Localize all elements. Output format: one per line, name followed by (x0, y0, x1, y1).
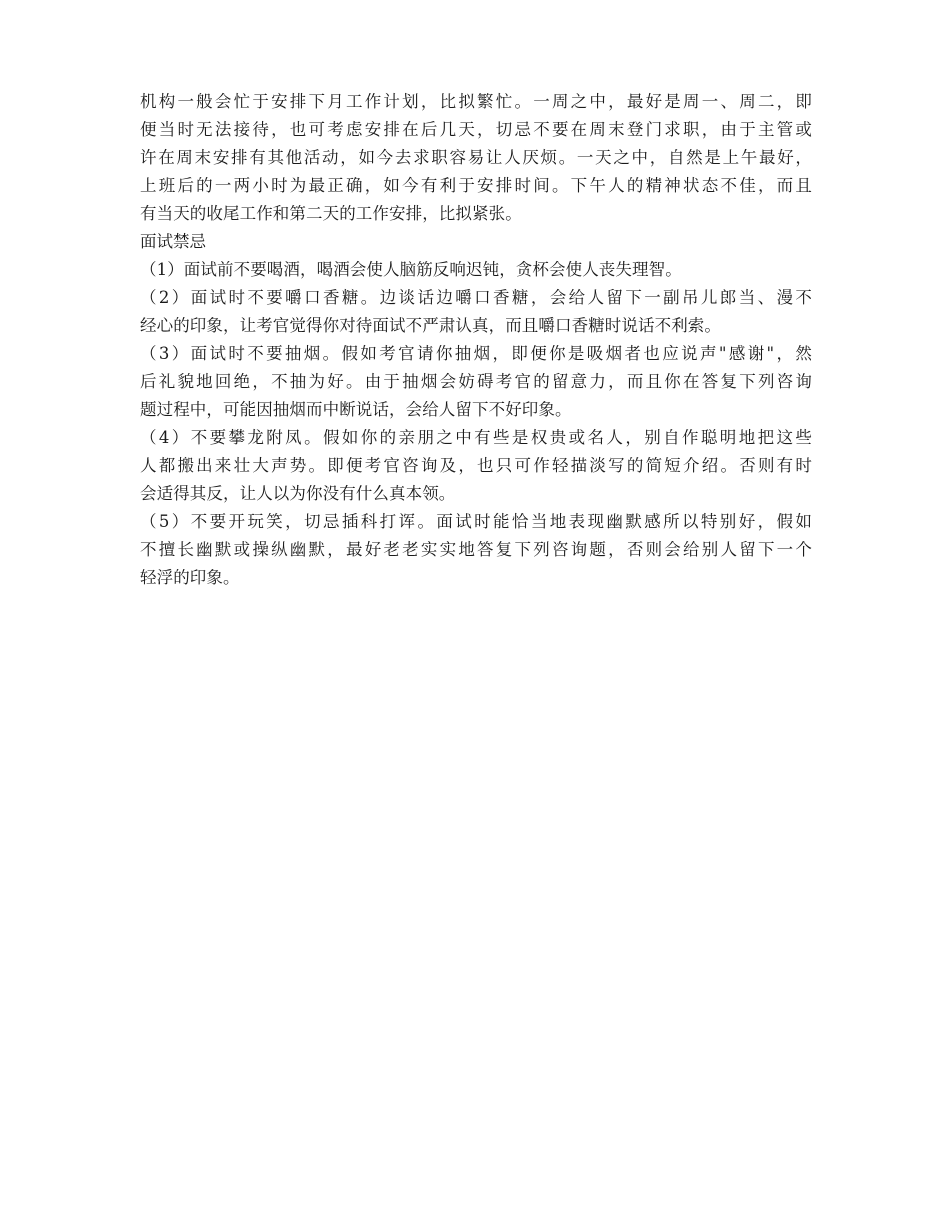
list-item-line: （3）面试时不要抽烟。假如考官请你抽烟，即便你是吸烟者也应说声"感谢"，然 (140, 344, 812, 363)
list-item-line: 题过程中，可能因抽烟而中断说话，会给人留下不好印象。 (140, 400, 572, 419)
paragraph-line: 上班后的一两小时为最正确，如今有利于安排时间。下午人的精神状态不佳，而且 (140, 176, 812, 195)
list-item-line: 会适得其反，让人以为你没有什么真本领。 (140, 484, 456, 503)
section-heading: 面试禁忌 (140, 232, 206, 251)
list-item-line: 人都搬出来壮大声势。即便考官咨询及，也只可作轻描淡写的简短介绍。否则有时 (140, 456, 812, 475)
paragraph-line: 便当时无法接待，也可考虑安排在后几天，切忌不要在周末登门求职，由于主管或 (140, 120, 812, 139)
list-item-line: 轻浮的印象。 (140, 568, 240, 587)
list-item-line: （2）面试时不要嚼口香糖。边谈话边嚼口香糖，会给人留下一副吊儿郎当、漫不 (140, 288, 812, 307)
paragraph-line: 机构一般会忙于安排下月工作计划，比拟繁忙。一周之中，最好是周一、周二，即 (140, 92, 812, 111)
taboo-item-3 (140, 340, 812, 424)
list-item-line: 后礼貌地回绝，不抽为好。由于抽烟会妨碍考官的留意力，而且你在答复下列咨询 (140, 372, 812, 391)
list-item-line: 经心的印象，让考官觉得你对待面试不严肃认真，而且嚼口香糖时说话不利索。 (140, 316, 721, 335)
taboo-item-2 (140, 284, 812, 340)
taboo-item-4 (140, 424, 812, 508)
list-item-line: 不擅长幽默或操纵幽默，最好老老实实地答复下列咨询题，否则会给别人留下一个 (140, 540, 812, 559)
paragraph-line: 许在周末安排有其他活动，如今去求职容易让人厌烦。一天之中，自然是上午最好， (140, 148, 812, 167)
list-item-line: （4）不要攀龙附凤。假如你的亲朋之中有些是权贵或名人，别自作聪明地把这些 (140, 428, 812, 447)
list-item-line: （1）面试前不要喝酒，喝酒会使人脑筋反响迟钝，贪杯会使人丧失理智。 (140, 260, 682, 279)
document-body (140, 88, 812, 592)
intro-paragraph (140, 88, 812, 228)
list-item-line: （5）不要开玩笑，切忌插科打诨。面试时能恰当地表现幽默感所以特别好，假如 (140, 512, 812, 531)
taboo-item-5 (140, 508, 812, 592)
taboo-item-1 (140, 256, 812, 284)
paragraph-line: 有当天的收尾工作和第二天的工作安排，比拟紧张。 (140, 204, 522, 223)
